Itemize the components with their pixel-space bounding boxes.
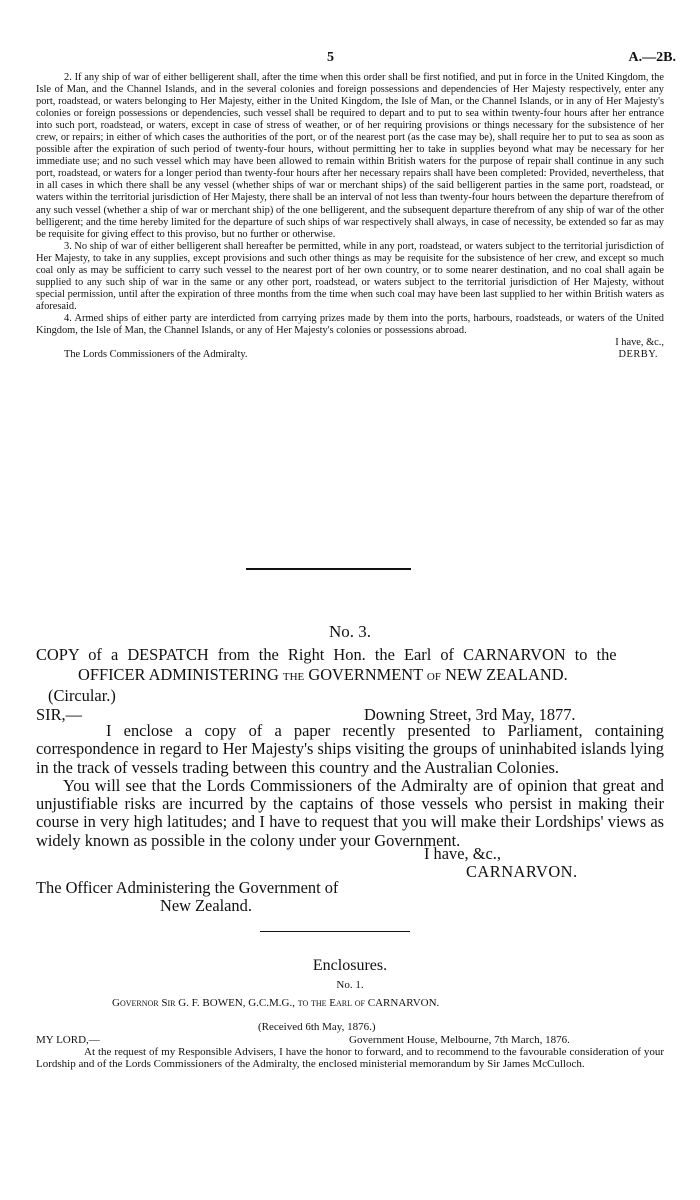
order-paragraph-4: 4. Armed ships of either party are interdicted from carrying prizes made by them into the ports, harbours, roadsteads, or waters of the United Kingdom, the Isle of Man, the Channel Islands, or any of Her Majesty's colonies or possessions abroad. <box>36 312 664 336</box>
despatch-paragraph: I enclose a copy of a paper recently presented to Parliament, containing correspondence in regard to Her Majesty's ships visiting the groups of uninhabited islands lying in the track of vessels trading between this country and the Australian Colonies. <box>36 721 664 777</box>
received-date: (Received 6th May, 1876.) <box>258 1021 376 1033</box>
enclosure-body <box>36 1046 664 1071</box>
enclosure-salutation: MY LORD,— <box>36 1034 100 1046</box>
order-paragraph-3: 3. No ship of war of either belligerent shall hereafter be permitted, while in any port, roadstead, or waters subject to the territorial jurisdiction of Her Majesty, to take in any supplies, except provisions and such other things as may be requisite for the subsistence of her crew, and except so much coal only as may be sufficient to carry such vessel to the nearest port of her own country, or to some nearer destination, and no coal shall again be supplied to any such ship of war in the same or any other port, roadstead, or waters subject to the territorial jurisdiction of Her Majesty, without special permission, until after the expiration of three months from the time when such coal may have been last supplied to her within British waters as aforesaid. <box>36 240 664 312</box>
enclosure-paragraph: At the request of my Responsible Advisers, I have the honor to forward, and to recommend to the favourable consideration of your Lordship and of the Lords Commissioners of the Admiralty, the enclosed ministerial memorandum by Sir James McCulloch. <box>36 1046 664 1071</box>
place-date: Downing Street, 3rd May, 1877. <box>364 705 576 724</box>
despatch-number: No. 3. <box>328 622 372 641</box>
closing-text: I have, &c., <box>615 337 664 349</box>
circular-label: (Circular.) <box>48 686 116 705</box>
despatch-body <box>36 722 664 850</box>
enclosure-place-date: Government House, Melbourne, 7th March, 1876. <box>349 1034 570 1046</box>
enclosure-salutation-line <box>36 1034 664 1046</box>
despatch-closing: I have, &c., <box>424 844 501 863</box>
despatch-signature: CARNARVON. <box>466 862 578 881</box>
page-number: 5 <box>327 50 334 65</box>
despatch-paragraph: You will see that the Lords Commissioners of the Admiralty are of opinion that great and unjustifiable risks are incurred by the captains of those vessels who persist in making their course in very high latitudes; and I have to request that you will make their Lordships' views as widely known as possible in the colony under your Government. <box>36 775 664 850</box>
signature: DERBY. <box>618 349 658 361</box>
despatch-title-line2: OFFICER ADMINISTERING the GOVERNMENT of NEW ZEALAND. <box>78 665 568 684</box>
order-paragraph-2: 2. If any ship of war of either belligerent shall, after the time when this order shall be first notified, and put in force in the United Kingdom, the Isle of Man, and the Channel Islands, and in the several colonies and foreign possessions and dependencies of Her Majesty respectively, enter any port, roadstead, or waters belonging to Her Majesty, either in the United Kingdom, the Isle of Man, or the Channel Islands, or in any of Her Majesty's colonies or foreign possessions or dependencies, such vessel shall be required to depart and to put to sea within twenty-four hours after her entrance into such port, roadstead, or waters, except in case of stress of weather, or of her requiring provisions or things necessary for the subsistence of her crew, or repairs; in either of which cases the authorities of the port, or of the nearest port (as the case may be), shall require her to put to sea as soon as possible after the expiration of such period of twenty-four hours, without permitting her to take in supplies beyond what may be necessary for her immediate use; and no such vessel which may have been allowed to remain within British waters for the purpose of repair shall continue in any such port, roadstead, or waters for a longer period than twenty-four hours after her necessary repairs shall have been completed: Provided, nevertheless, that in all cases in which there shall be any vessel (whether ships of war or merchant ships) of the said belligerent parties in the same port, roadstead, or waters within the territorial jurisdiction of Her Majesty, there shall be an interval of not less than twenty-four hours between the departure therefrom of any such vessel (whether a ship of war or merchant ship) of the one belligerent, and the subsequent departure therefrom of any ship of war of the other belligerent; and the time hereby limited for the departure of such ships of war respectively shall always, in case of necessity, be extended so far as may be requisite for giving effect to this proviso, but no further or otherwise. <box>36 72 664 240</box>
order-signature-block <box>36 337 664 363</box>
salutation: SIR,— <box>36 705 82 724</box>
enclosure-from-to: Governor Sir G. F. BOWEN, G.C.M.G., to the Earl of CARNARVON. <box>112 997 440 1009</box>
enclosure-number: No. 1. <box>336 979 364 991</box>
order-section <box>36 72 664 363</box>
addressee: The Lords Commissioners of the Admiralty. <box>64 349 248 361</box>
despatch-title-line1: COPY of a DESPATCH from the Right Hon. the Earl of CARNARVON to the <box>36 645 617 664</box>
despatch-addressee-line1: The Officer Administering the Government of <box>36 878 339 897</box>
document-reference: A.—2B. <box>628 50 676 65</box>
section-divider <box>260 931 410 932</box>
enclosures-heading: Enclosures. <box>312 957 388 974</box>
section-divider <box>246 568 411 570</box>
despatch-addressee-line2: New Zealand. <box>160 896 252 915</box>
